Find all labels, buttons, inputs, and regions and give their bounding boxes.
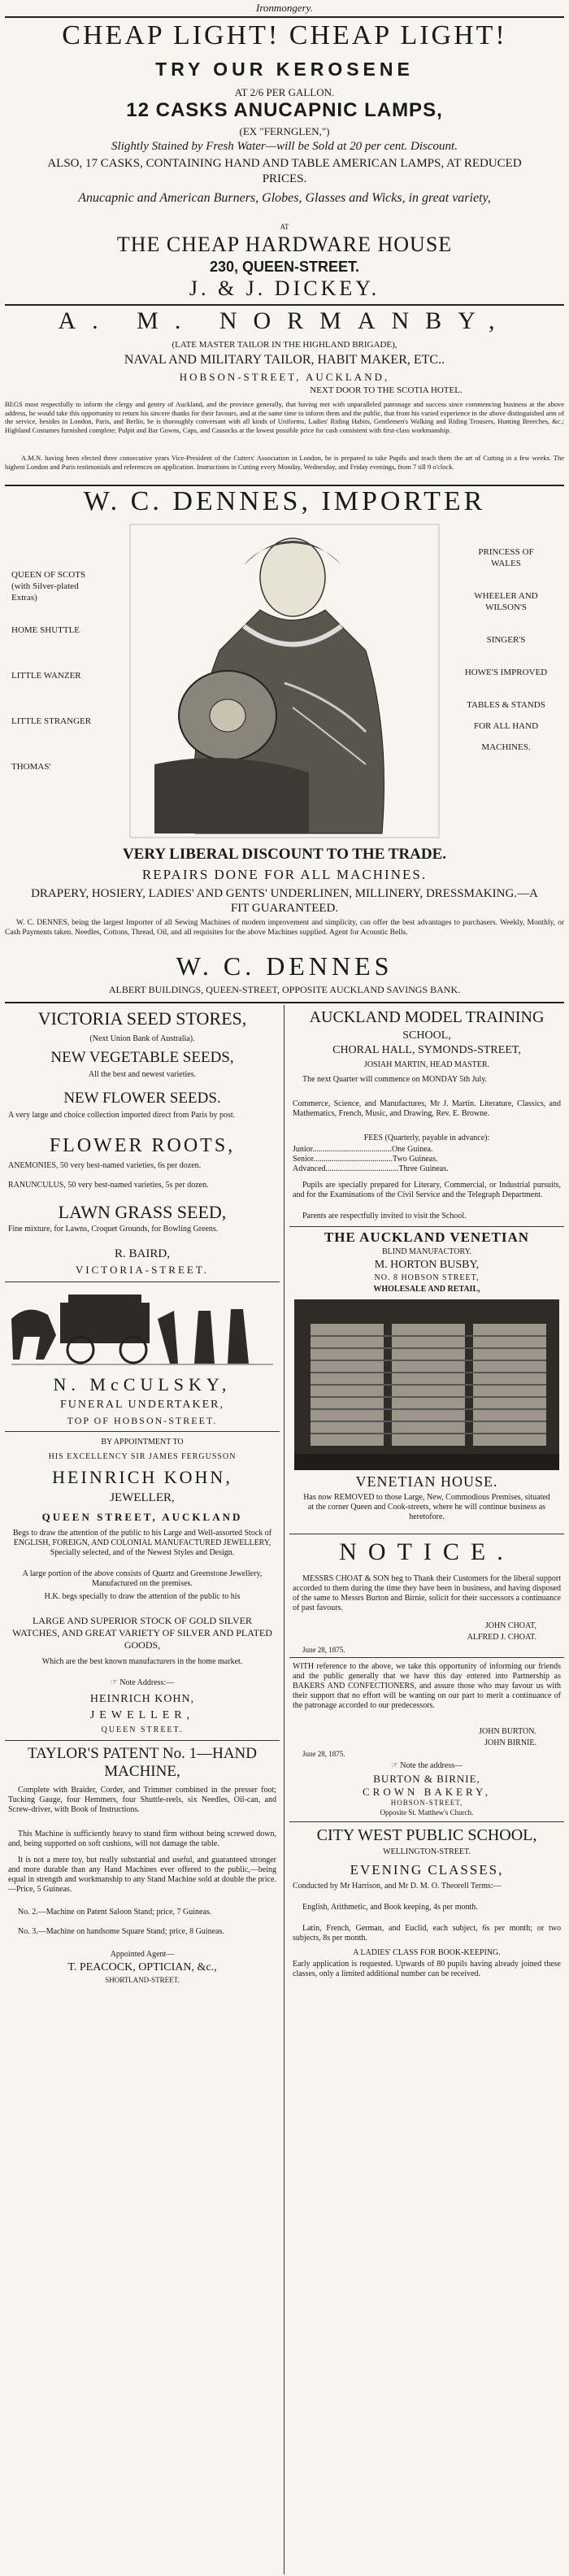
dennes-drapery: DRAPERY, HOSIERY, LADIES' AND GENTS' UNDERLINEN, MILLINERY, DRESSMAKING.—A FIT GUARANTEED. — [31, 887, 538, 915]
burton-signature-2: JOHN BIRNIE. — [484, 1738, 536, 1747]
kohn-appointment: BY APPOINTMENT TO — [101, 1438, 184, 1447]
city-sub: WELLINGTON-STREET. — [383, 1847, 471, 1856]
dennes-left-list — [11, 569, 117, 772]
taylor-body-2: This Machine is sufficiently heavy to stand firm without being screwed down, and, being supported on soft cushions, will not damage the table. — [8, 1830, 276, 1848]
kohn-note-label: Note Address:— — [119, 1678, 175, 1687]
school-title: AUCKLAND MODEL TRAINING — [309, 1008, 545, 1026]
school-head: JOSIAH MARTIN, HEAD MASTER. — [363, 1060, 490, 1069]
kohn-body-4: LARGE AND SUPERIOR STOCK OF GOLD SILVER WATCHES, AND GREAT VARIETY OF SILVER AND PLATED GOODS, — [12, 1615, 272, 1651]
notice-title: NOTICE. — [339, 1538, 515, 1565]
city-evening: EVENING CLASSES, — [350, 1862, 504, 1878]
seed-title: VICTORIA SEED STORES, — [37, 1008, 247, 1029]
school-fees: FEES (Quarterly, payable in advance): — [363, 1134, 490, 1142]
dennes-right-item: FOR ALL HAND — [473, 721, 539, 731]
dennes-right-item: PRINCESS OF — [478, 547, 534, 557]
venetian-wholesale: WHOLESALE AND RETAIL, — [373, 1285, 480, 1294]
taylor-no-2: No. 2.—Machine on Patent Saloon Stand; price, 7 Guineas. — [18, 1908, 212, 1917]
dennes-repairs: REPAIRS DONE FOR ALL MACHINES. — [141, 867, 428, 882]
school-body-1: The next Quarter will commence on MONDAY 5th July. — [302, 1075, 488, 1084]
venetian-house-illustration — [294, 1299, 559, 1470]
school-fee-junior: Junior.......................................One Guinea. — [293, 1145, 433, 1154]
kohn-name-2: HEINRICH KOHN, — [89, 1693, 195, 1705]
kohn-body-2: A large portion of the above consists of Quartz and Greenstone Jewellery, Manufactured on the premises. — [22, 1569, 263, 1588]
venetian-street: NO. 8 HOBSON STREET, — [374, 1273, 480, 1282]
dennes-body: W. C. DENNES, being the largest Importer of all Sewing Machines of modern improvement and simplicity, can offer the best advantages to purchasers. Weekly, Monthly, or Cash Payments taken. Needles, Cottons, Thread, Oil, and all requisites for the above Machines supplied. Agent for Acoustic Bells. — [5, 919, 564, 937]
normanby-next: NEXT DOOR TO THE SCOTIA HOTEL. — [310, 385, 463, 395]
kerosene-also: ALSO, 17 CASKS, CONTAINING HAND AND TABLE AMERICAN LAMPS, AT REDUCED PRICES. — [47, 157, 522, 185]
seed-roots: FLOWER ROOTS, — [49, 1135, 236, 1156]
kerosene-stained: Slightly Stained by Fresh Water—will be Sold at 20 per cent. Discount. — [111, 140, 458, 153]
normanby-name: A. M. NORMANBY, — [58, 307, 511, 334]
seed-veg-sub: All the best and newest varieties. — [88, 1070, 197, 1079]
school-body-2: Commerce, Science, and Manufactures, Mr J. Martin. Literature, Classics, and Mathematics, French, Music, and Drawing, Rev. E. Browne. — [293, 1099, 561, 1118]
rule-1 — [5, 304, 564, 306]
dennes-address: ALBERT BUILDINGS, QUEEN-STREET, OPPOSITE AUCKLAND SAVINGS BANK. — [108, 984, 461, 995]
kohn-trade-2: JEWELLER, — [89, 1709, 195, 1721]
burton-name: BURTON & BIRNIE, — [373, 1773, 480, 1785]
school-fee-senior: Senior.......................................Two Guineas. — [293, 1155, 438, 1164]
burton-bakery: CROWN BAKERY, — [363, 1786, 491, 1798]
rule-right-1 — [289, 1226, 564, 1227]
taylor-title: TAYLOR'S PATENT No. 1—HAND MACHINE, — [27, 1745, 257, 1780]
burton-date: June 28, 1875. — [302, 1750, 345, 1758]
kerosene-burners: Anucapnic and American Burners, Globes, Glasses and Wicks, in great variety, — [78, 191, 491, 205]
burton-body: WITH reference to the above, we take this opportunity of informing our friends and the public generally that we have this day entered into Partnership as BAKERS AND CONFECTIONERS, and assure those who may favour us with their support that no effort will be wanting on our part to merit a continuance of the patronage accorded to our predecessors. — [293, 1662, 561, 1710]
dennes-left-item: (with Silver-plated — [11, 581, 79, 591]
dennes-right-item: HOWE'S IMPROVED — [464, 668, 548, 677]
seed-street: VICTORIA-STREET. — [75, 1264, 210, 1276]
kerosene-headline: CHEAP LIGHT! CHEAP LIGHT! — [62, 20, 507, 50]
school-school: SCHOOL, — [402, 1029, 451, 1042]
city-ladies: A LADIES' CLASS FOR BOOK-KEEPING. — [353, 1948, 501, 1957]
seed-lawn-sub: Fine mixture, for Lawns, Croquet Grounds, for Bowling Greens. — [8, 1225, 219, 1234]
dennes-right-item: MACHINES. — [481, 742, 531, 752]
taylor-body-3: It is not a mere toy, but really substantial and useful, and guaranteed stronger and more durable than any Hand Machines ever offered to the public,—being equal in strength and workmanship to any Stand Machine sold at double the price.—Price, 5 Guineas. — [8, 1856, 276, 1894]
pointing-hand-icon: ☞ — [390, 1761, 398, 1770]
kohn-his-excellency: HIS EXCELLENCY SIR JAMES FERGUSSON — [48, 1452, 237, 1461]
seed-flower-sub: A very large and choice collection imported direct from Paris by post. — [8, 1111, 236, 1120]
taylor-body-1: Complete with Braider, Corder, and Trimmer combined in the presser foot; Tucking Gauge, four Hemmers, four Shuttle-reels, six Needles, Oil-can, and Screw-driver, with Book of Instructions. — [8, 1786, 276, 1814]
dennes-left-item: Extras) — [11, 593, 37, 603]
hearse-illustration — [11, 1286, 273, 1368]
dennes-title: W. C. DENNES, IMPORTER — [83, 486, 486, 516]
rule-left-2 — [5, 1431, 280, 1432]
rule-3 — [5, 1002, 564, 1003]
dennes-right-item: WALES — [491, 559, 521, 568]
rule-left-1 — [5, 1281, 280, 1282]
burton-opposite: Opposite St. Matthew's Church. — [380, 1808, 474, 1817]
kerosene-ex: (EX "FERNGLEN,") — [239, 125, 330, 137]
normanby-body-2: A.M.N. having been elected three consecutive years Vice-President of the Cutters' Association in London, he is prepared to take Pupils and teach them the art of Cutting in a few weeks. The highest London and Paris testimonials and references on application. Instructions in Cutting every Monday, Wednesday, and Friday evenings, from 7 till 9 o'clock. — [5, 454, 564, 471]
venetian-house: VENETIAN HOUSE. — [355, 1473, 498, 1490]
dennes-left-item: HOME SHUTTLE — [11, 625, 80, 635]
dennes-right-list — [451, 546, 561, 753]
dennes-right-item: SINGER'S — [486, 635, 526, 645]
kerosene-price: AT 2/6 PER GALLON. — [234, 86, 335, 98]
taylor-no-3: No. 3.—Machine on handsome Square Stand; price, 8 Guineas. — [18, 1927, 224, 1936]
kerosene-try: TRY OUR KEROSENE — [155, 59, 414, 80]
normanby-trade: NAVAL AND MILITARY TAILOR, HABIT MAKER, ETC.. — [124, 353, 445, 367]
venetian-body: Has now REMOVED to those Large, New, Commodious Premises, situated at the corner Queen and Cook-streets, where he will continue business as heretofore. — [303, 1493, 550, 1521]
mcculsky-name: N. McCULSKY, — [53, 1374, 232, 1395]
seed-flower: NEW FLOWER SEEDS. — [63, 1090, 221, 1107]
kerosene-address: 230, QUEEN-STREET. — [209, 259, 360, 275]
rule-right-3 — [289, 1657, 564, 1658]
kerosene-casks: 12 CASKS ANUCAPNIC LAMPS, — [126, 99, 443, 121]
kerosene-owner: J. & J. DICKEY. — [189, 276, 380, 300]
notice-signature-1: JOHN CHOAT, — [484, 1621, 536, 1630]
dennes-left-item: QUEEN OF SCOTS — [11, 570, 86, 580]
city-title: CITY WEST PUBLIC SCHOOL, — [316, 1826, 537, 1844]
kohn-body-1: Begs to draw the attention of the public to his Large and Well-assorted Stock of ENGLISH, FOREIGN, AND COLONIAL MANUFACTURED JEWELLERY, Specially selected, and of the Newest Styles and Design. — [12, 1529, 272, 1557]
dennes-right-item: WILSON'S — [485, 603, 527, 612]
seed-lawn: LAWN GRASS SEED, — [58, 1202, 227, 1222]
kohn-body-3: H.K. begs specially to draw the attention of the public to his — [44, 1592, 241, 1601]
city-body-4: Early application is requested. Upwards of 80 pupils having already joined these classes, only a limited additional number can be received. — [293, 1960, 561, 1978]
taylor-agent-street: SHORTLAND-STREET. — [105, 1976, 180, 1984]
school-body-4: Parents are respectfully invited to visit the School. — [302, 1212, 467, 1221]
kerosene-store: THE CHEAP HARDWARE HOUSE — [116, 233, 453, 256]
normanby-late: (LATE MASTER TAILOR IN THE HIGHLAND BRIGADE), — [172, 340, 397, 350]
taylor-agent-name: T. PEACOCK, OPTICIAN, &c., — [67, 1961, 217, 1973]
venetian-title: THE AUCKLAND VENETIAN — [324, 1229, 530, 1245]
top-rule — [5, 16, 564, 18]
seed-ranunculus: RANUNCULUS, 50 very best-named varieties, 5s per dozen. — [8, 1181, 209, 1190]
taylor-agent: Appointed Agent— — [110, 1950, 175, 1959]
mcculsky-address: TOP OF HOBSON-STREET. — [67, 1415, 218, 1426]
school-fee-advanced: Advanced....................................Three Guineas. — [293, 1164, 449, 1173]
dennes-left-item: THOMAS' — [11, 762, 51, 772]
dennes-right-item: WHEELER AND — [474, 591, 538, 601]
dennes-right-item: TABLES & STANDS — [467, 700, 545, 710]
kohn-name: HEINRICH KOHN, — [52, 1467, 232, 1487]
seed-owner: R. BAIRD, — [115, 1247, 170, 1260]
school-hall: CHORAL HALL, SYMONDS-STREET, — [332, 1044, 521, 1056]
normanby-body: BEGS most respectfully to inform the clergy and gentry of Auckland, and the province generally, that having met with unparalleled patronage and success since commencing business at the above address, he would take this opportunity to return his sincere thanks for their favours, and at the same time to inform them and the public, that from his varied experience in the above distinguished arm of the service, besides in London, Paris, and Berlin, he is thoroughly conversant with all kinds of Uniforms, Ladies' Riding Habits, Gentlemen's Walking and Riding Trousers, Hunting Breeches, &c.; Highland Costumes furnished complete; Pulpit and Bar Gowns, Caps, and Cassocks at the lowest possible price for cash consistent with first-class workmanship. — [5, 400, 564, 434]
venetian-name: M. HORTON BUSBY, — [374, 1259, 480, 1271]
notice-body: MESSRS CHOAT & SON beg to Thank their Customers for the liberal support accorded to them during the time they have been in business, and having disposed of the same to Messrs Burton and Birnie, solicit for their successors a continuance of past favours. — [293, 1574, 561, 1612]
dennes-left-item: LITTLE STRANGER — [11, 716, 92, 726]
notice-signature-2: ALFRED J. CHOAT. — [467, 1633, 536, 1642]
notice-date: June 28, 1875. — [302, 1646, 345, 1654]
seed-anemonies: ANEMONIES, 50 very best-named varieties, 6s per dozen. — [8, 1161, 202, 1170]
kohn-body-5: Which are the best known manufacturers in the home market. — [41, 1657, 243, 1666]
dennes-discount: VERY LIBERAL DISCOUNT TO THE TRADE. — [122, 846, 447, 863]
school-body-3: Pupils are specially prepared for Literary, Commercial, or Industrial pursuits, and for the Examinations of the Civil Service and the Telegraph Department. — [293, 1181, 561, 1199]
kohn-note — [5, 1678, 280, 1688]
dennes-name-2: W. C. DENNES — [176, 951, 393, 981]
rule-left-3 — [5, 1740, 280, 1741]
burton-note — [289, 1761, 564, 1771]
rule-right-4 — [289, 1821, 564, 1822]
kerosene-at: AT — [280, 223, 289, 231]
pointing-hand-icon: ☞ — [110, 1678, 118, 1687]
burton-signature-1: JOHN BURTON. — [479, 1727, 536, 1736]
kohn-street-2: QUEEN STREET. — [101, 1725, 184, 1734]
mcculsky-trade: FUNERAL UNDERTAKER, — [60, 1399, 224, 1411]
city-body-2: English, Arithmetic, and Book keeping, 4s per month. — [302, 1903, 478, 1912]
normanby-street: HOBSON-STREET, AUCKLAND, — [179, 371, 390, 383]
kohn-street: QUEEN STREET, AUCKLAND — [41, 1511, 243, 1523]
section-heading: Ironmongery. — [256, 2, 313, 14]
dennes-left-item: LITTLE WANZER — [11, 671, 81, 681]
kohn-trade: JEWELLER, — [110, 1491, 175, 1504]
burton-street: HOBSON-STREET, — [390, 1799, 463, 1807]
queen-illustration — [122, 520, 447, 842]
seed-veg: NEW VEGETABLE SEEDS, — [50, 1049, 234, 1066]
burton-note-label: Note the address— — [400, 1761, 463, 1770]
venetian-sub: BLIND MANUFACTORY. — [381, 1247, 472, 1256]
seed-sub: (Next Union Bank of Australia). — [89, 1034, 195, 1043]
city-body-1: Conducted by Mr Harrison, and Mr D. M. O. Theorell Terms:— — [293, 1882, 502, 1891]
city-body-3: Latin, French, German, and Euclid, each subject, 6s per month; or two subjects, 8s per month. — [293, 1924, 561, 1943]
